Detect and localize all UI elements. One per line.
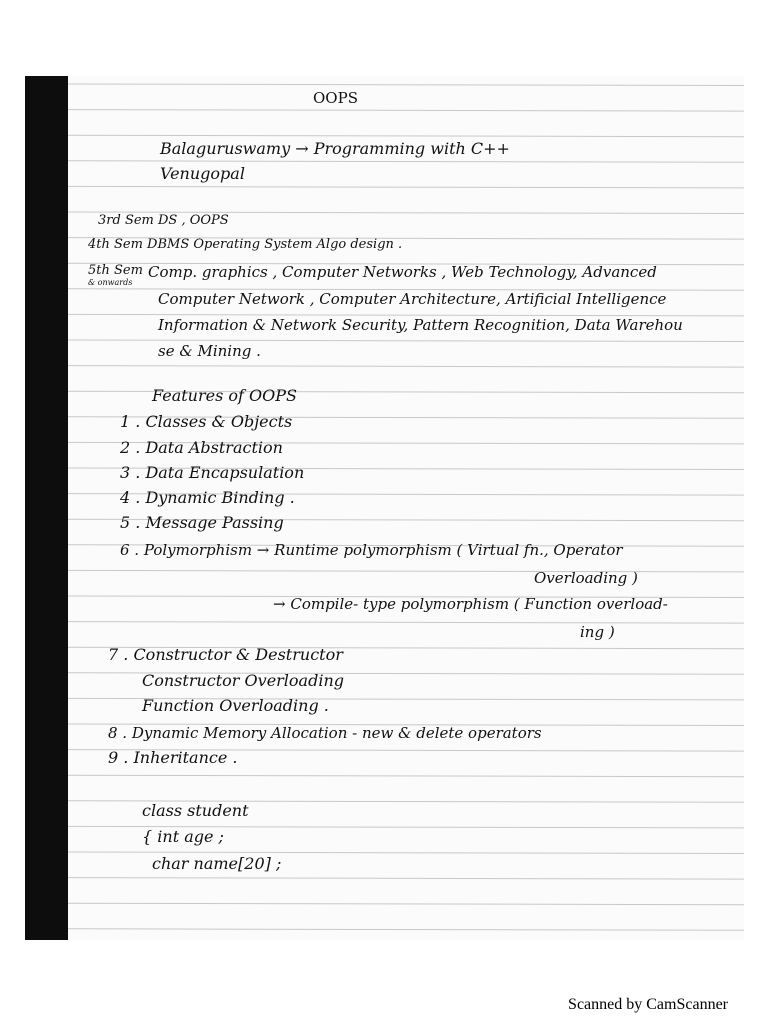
book-reference: Balaguruswamy → Programming with C++ [160,139,510,158]
feature-5: 5 . Message Passing [120,513,284,532]
ruled-line [68,135,744,137]
note-title: OOPS [313,89,358,107]
ruled-line [68,366,744,368]
ruled-line [68,161,744,163]
feature-7: 7 . Constructor & Destructor [108,645,343,664]
feature-9: 9 . Inheritance . [108,748,238,767]
feature-3: 3 . Data Encapsulation [120,463,305,482]
notebook-page [68,76,744,940]
feature-7-constructor-overloading: Constructor Overloading [142,671,344,690]
binding-strip [25,76,68,940]
ruled-line [68,110,744,112]
feature-4: 4 . Dynamic Binding . [120,488,295,507]
feature-6-compile-time: → Compile- type polymorphism ( Function overload- [273,595,668,613]
ruled-line [68,570,744,572]
feature-6-continuation: Overloading ) [534,569,638,587]
ruled-line [68,878,744,880]
feature-8: 8 . Dynamic Memory Allocation - new & delete operators [108,724,542,742]
semester-4-subjects: 4th Sem DBMS Operating System Algo design . [88,237,403,252]
code-line-1: class student [142,801,249,820]
feature-6-compile-time-continuation: ing ) [580,623,615,641]
book-author: Venugopal [160,164,245,183]
ruled-line [68,84,744,86]
semester-5-line-1: Comp. graphics , Computer Networks , Web Technology, Advanced [148,263,657,281]
ruled-line [68,775,744,777]
ruled-line [68,929,744,931]
semester-5-sublabel: & onwards [88,278,133,287]
feature-7-function-overloading: Function Overloading . [142,696,329,715]
feature-2: 2 . Data Abstraction [120,438,283,457]
semester-3-subjects: 3rd Sem DS , OOPS [98,213,229,228]
semester-5-line-2: Computer Network , Computer Architecture, Artificial Intelligence [158,290,667,308]
semester-5-line-4: se & Mining . [158,342,261,360]
code-line-3: char name[20] ; [152,854,282,873]
code-line-2: { int age ; [142,827,224,846]
ruled-line [68,186,744,188]
semester-5-line-3: Information & Network Security, Pattern Recognition, Data Warehou [158,316,683,334]
ruled-line [68,622,744,624]
features-heading: Features of OOPS [152,386,297,405]
feature-6: 6 . Polymorphism → Runtime polymorphism ( Virtual fn., Operator [120,541,623,559]
feature-1: 1 . Classes & Objects [120,412,293,431]
scanner-watermark: Scanned by CamScanner [568,996,728,1013]
ruled-line [68,903,744,905]
semester-5-label: 5th Sem [88,263,143,278]
